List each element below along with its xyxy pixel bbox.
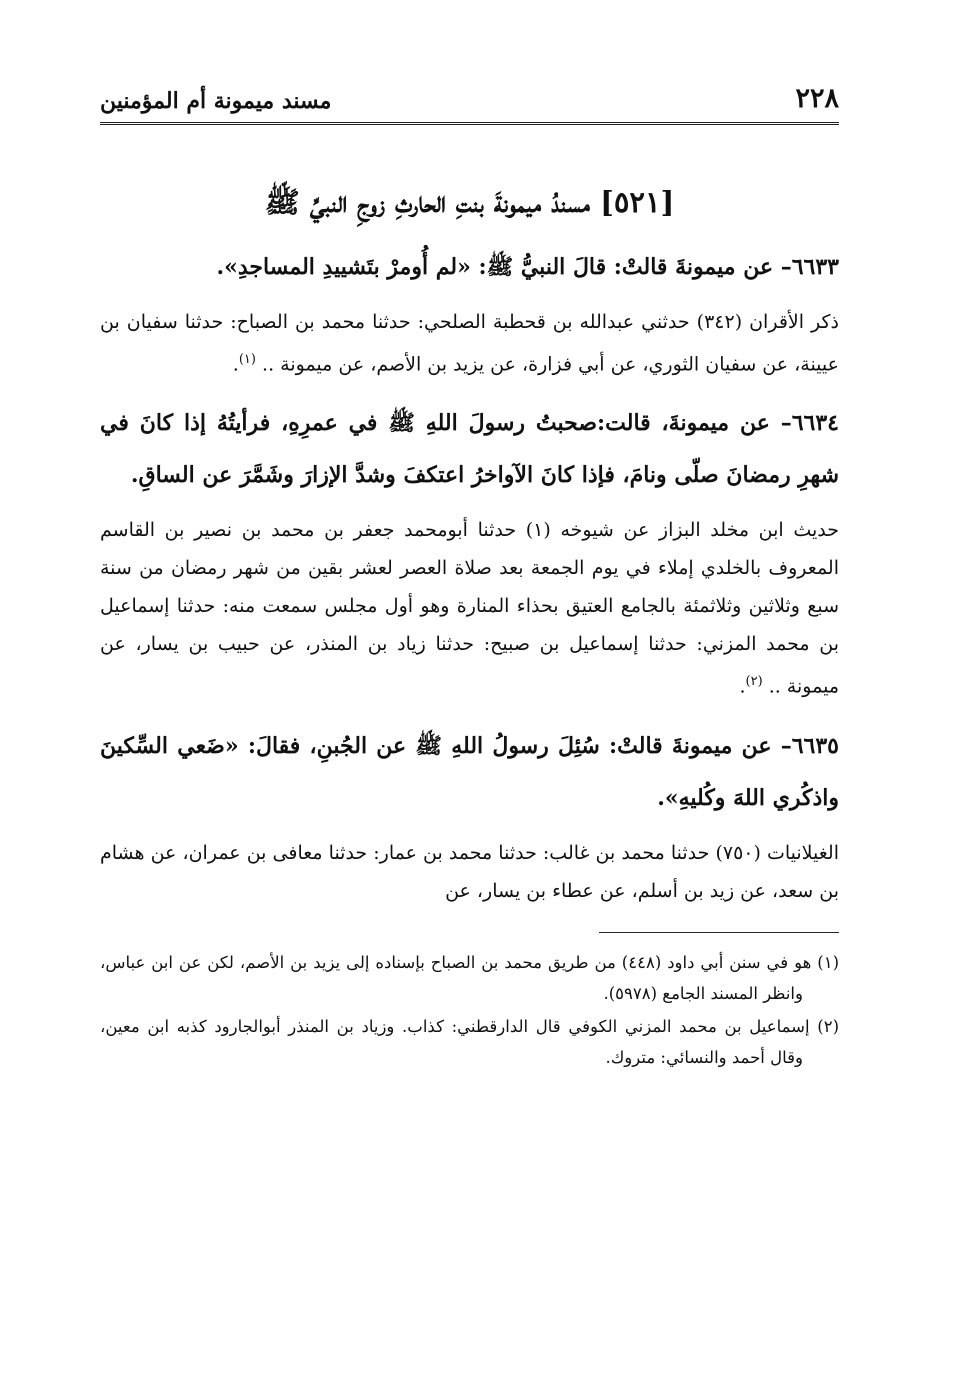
source-text: ذكر الأقران (٣٤٢) حدثني عبدالله بن قحطبة الصلحي: حدثنا محمد بن الصباح: حدثنا سفيان بن عيينة، عن سفيان الثوري، عن أبي فزارة، عن يزيد بن الأصم، عن ميمونة ..: [100, 311, 839, 376]
source-text: حديث ابن مخلد البزاز عن شيوخه (١) حدثنا أبومحمد جعفر بن محمد بن نصير بن القاسم المعروف بالخلدي إملاء في يوم الجمعة بعد صلاة العصر لعشر بقين من شهر رمضان من سنة سبع وثلاثين وثلاثمئة بالجامع العتيق بحذاء المنارة وهو أول مجلس سمعت منه: حدثنا إسماعيل بن محمد المزني: حدثنا إسماعيل بن صبيح: حدثنا زياد بن المنذر، عن حبيب بن يسار، عن ميمونة ..: [100, 519, 839, 698]
footnotes-divider: [599, 932, 839, 933]
source-text: الغيلانيات (٧٥٠) حدثنا محمد بن غالب: حدثنا محمد بن عمار: حدثنا معافى بن عمران، عن هشام بن سعد، عن زيد بن أسلم، عن عطاء بن يسار، عن: [100, 841, 839, 902]
footnote-ref: (٢): [745, 674, 763, 690]
hadith-source: ذكر الأقران (٣٤٢) حدثني عبدالله بن قحطبة الصلحي: حدثنا محمد بن الصباح: حدثنا سفيان بن عيينة، عن سفيان الثوري، عن أبي فزارة، عن يزيد بن الأصم، عن ميمونة .. $^{(١)}$.: [100, 311, 839, 376]
hadith-text: ٦٦٣٥– عن ميمونةَ قالتْ: سُئِلَ رسولُ اللهِ ﷺ عن الجُبنِ، فقالَ: «ضَعي السِّكينَ واذكُري اللهَ وكُليهِ».: [100, 732, 839, 811]
footnote: (٢) إسماعيل بن محمد المزني الكوفي قال الدارقطني: كذاب. وزياد بن المنذر أبوالجارود كذبه ابن معين، وقال أحمد والنسائي: متروك.: [100, 1016, 839, 1067]
hadith-entry: [100, 720, 839, 910]
hadith-text: ٦٦٣٣– عن ميمونةَ قالتْ: قالَ النبيُّ ﷺ: «لم أُومرْ بتَشييدِ المساجدِ».: [216, 254, 839, 280]
running-title: مسند ميمونة أم المؤمنين: [100, 88, 332, 114]
page-number: ٢٢٨: [795, 83, 839, 114]
hadith-text: ٦٦٣٤– عن ميمونةَ، قالت:صحبتُ رسولَ اللهِ ﷺ في عمرِهِ، فرأيتُهُ إذا كانَ في شهرِ رمضانَ صلّى ونامَ، فإذا كانَ الآواخرُ اعتكفَ وشدَّ الإزارَ وشَمَّرَ عن الساقِ.: [100, 410, 839, 489]
hadith-source: حديث ابن مخلد البزاز عن شيوخه (١) حدثنا أبومحمد جعفر بن محمد بن نصير بن القاسم المعروف بالخلدي إملاء في يوم الجمعة بعد صلاة العصر لعشر بقين من شهر رمضان من سنة سبع وثلاثين وثلاثمئة بالجامع العتيق بحذاء المنارة وهو أول مجلس سمعت منه: حدثنا إسماعيل بن محمد المزني: حدثنا إسماعيل بن صبيح: حدثنا زياد بن المنذر، عن حبيب بن يسار، عن ميمونة .. $^{(٢)}$.: [100, 519, 839, 698]
section-title: [٥٢١] مسندُ ميمونةَ بنتِ الحارثِ زوجِ النبيِّ ﷺ: [264, 185, 675, 219]
hadith-entry: [100, 397, 839, 705]
hadith-source: [100, 834, 839, 910]
footnotes: [100, 947, 839, 1073]
page-header: [100, 78, 839, 125]
footnote: (١) هو في سنن أبي داود (٤٤٨) من طريق محمد بن الصباح بإسناده إلى يزيد بن الأصم، لكن عن ابن عباس، وانظر المسند الجامع (٥٩٧٨).: [100, 952, 839, 1003]
hadith-entry: [100, 241, 839, 383]
footnote-ref: (١): [238, 352, 256, 367]
